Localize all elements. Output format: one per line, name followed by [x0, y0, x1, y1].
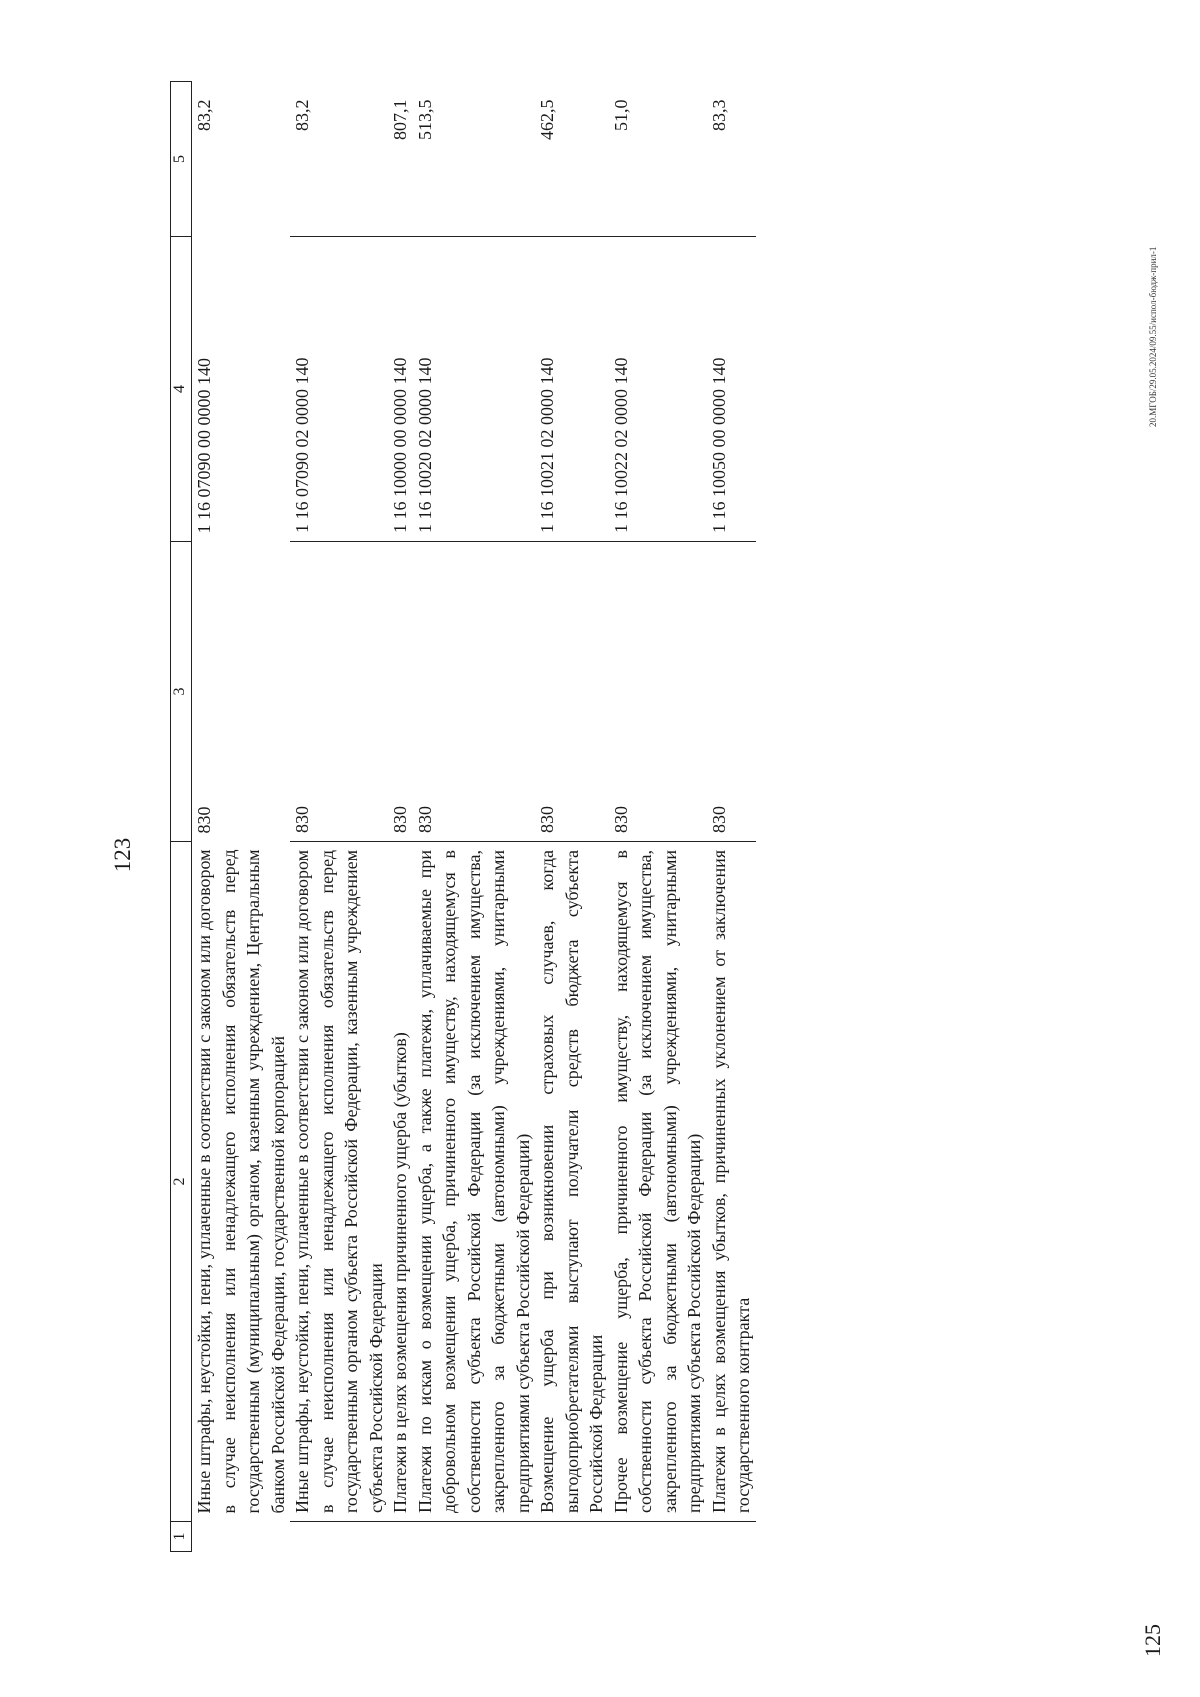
row-index-cell [535, 1522, 609, 1552]
row-description: Иные штрафы, неустойки, пени, уплаченные в соответствии с законом или договором в случае неисполнения или ненадлежащего исполнения обязательств перед государственным органом субъекта Российской Федерации, казенным учреждением субъекта Российской Федерации [290, 842, 388, 1522]
row-admin-code: 830 [535, 542, 609, 842]
row-amount: 51,0 [609, 82, 707, 237]
row-budget-code: 1 16 10050 00 0000 140 [707, 237, 756, 542]
table-row [290, 82, 388, 1552]
header-col-3: 3 [171, 542, 192, 842]
row-index-cell [413, 1522, 536, 1552]
row-index-cell [290, 1522, 388, 1552]
sheet-number: 125 [1140, 1624, 1165, 1657]
row-budget-code: 1 16 10020 02 0000 140 [413, 237, 536, 542]
row-admin-code: 830 [194, 806, 214, 834]
header-col-5: 5 [171, 82, 192, 237]
row-description: Возмещение ущерба при возникновении страховых случаев, когда выгодоприобретателями выступают получатели средств бюджета субъекта Российской Федерации [535, 842, 609, 1522]
row-index-cell [192, 1522, 291, 1552]
table-row [388, 82, 413, 1552]
header-col-1: 1 [171, 1522, 192, 1552]
row-index-cell [707, 1522, 756, 1552]
row-amount: 807,1 [388, 82, 413, 237]
page-number: 123 [110, 837, 135, 873]
row-admin-code: 830 [707, 542, 756, 842]
row-budget-code: 1 16 10021 02 0000 140 [535, 237, 609, 542]
row-description: Платежи в целях возмещения убытков, причиненных уклонением от заключения государственного контракта [707, 842, 756, 1522]
row-budget-code: 1 16 10000 00 0000 140 [388, 237, 413, 542]
row-admin-code: 830 [388, 542, 413, 842]
revenue-table [170, 81, 756, 1552]
row-amount: 462,5 [535, 82, 609, 237]
table-header-row [171, 82, 192, 1552]
header-col-2: 2 [171, 842, 192, 1522]
row-budget-code: 1 16 07090 00 0000 140 [194, 358, 214, 534]
row-amount: 83,2 [194, 99, 214, 131]
row-admin-code: 830 [413, 542, 536, 842]
row-index-cell [609, 1522, 707, 1552]
row-budget-code: 1 16 10022 02 0000 140 [609, 237, 707, 542]
row-amount: 513,5 [413, 82, 536, 237]
row-admin-code: 830 [609, 542, 707, 842]
row-index-cell [388, 1522, 413, 1552]
row-description: Прочее возмещение ущерба, причиненного имуществу, находящемуся в собственности субъекта Российской Федерации (за исключением имущества, закрепленного за бюджетными (автономными) учреждениями, унитарными предприятиями субъекта Российской Федерации) [609, 842, 707, 1522]
table-row [609, 82, 707, 1552]
table-row [192, 82, 291, 1552]
row-description: Платежи в целях возмещения причиненного ущерба (убытков) [388, 842, 413, 1522]
row-admin-code: 830 [290, 542, 388, 842]
row-amount: 83,3 [707, 82, 756, 237]
row-budget-code: 1 16 07090 02 0000 140 [290, 237, 388, 542]
table-row [707, 82, 756, 1552]
table-row [535, 82, 609, 1552]
row-description: Иные штрафы, неустойки, пени, уплаченные в соответствии с законом или договором в случае неисполнения или ненадлежащего исполнения обязательств перед государственным (муниципальным) органом, казенным учреждением, Центральным банком Российской Федерации, государственной корпорацией [194, 849, 288, 1514]
row-description: Платежи по искам о возмещении ущерба, а также платежи, уплачиваемые при добровольном возмещении ущерба, причиненного имуществу, находящемуся в собственности субъекта Российской Федерации (за исключением имущества, закрепленного за бюджетными (автономными) учреждениями, унитарными предприятиями субъекта Российской Федерации) [413, 842, 536, 1522]
row-amount: 83,2 [290, 82, 388, 237]
table-row [413, 82, 536, 1552]
header-col-4: 4 [171, 237, 192, 542]
document-code: 20.МГОБ/29.05.2024/09.55/испол-бюдж-прил-1 [1148, 246, 1158, 427]
